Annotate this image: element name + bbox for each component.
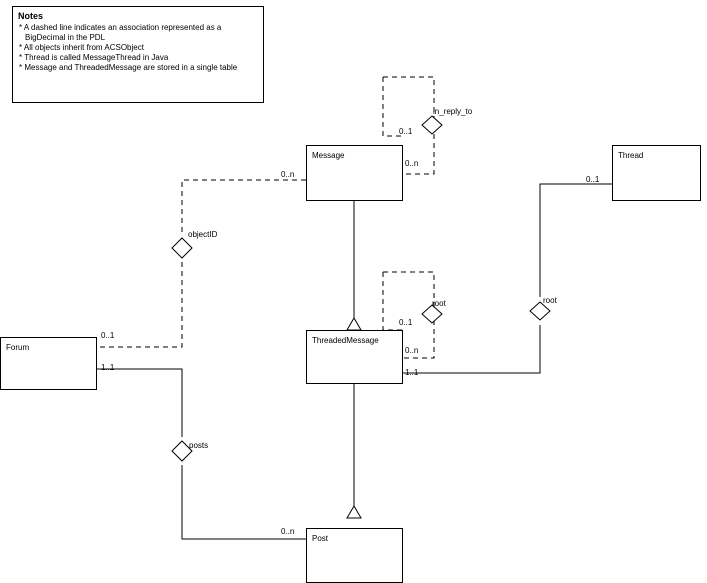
arrow-generalization-threadedmessage xyxy=(347,318,361,330)
class-name-post: Post xyxy=(312,534,329,543)
notes-list xyxy=(13,23,263,77)
multiplicity-message-reply-bottom: 0..n xyxy=(405,159,419,168)
diamond-in-reply-to xyxy=(422,116,442,134)
note-item: * Message and ThreadedMessage are stored in a single table xyxy=(19,63,238,72)
class-name-forum: Forum xyxy=(6,343,30,352)
class-name-thread: Thread xyxy=(618,151,644,160)
association-label-root-right: root xyxy=(543,296,557,305)
multiplicity-tm-root-top: 0..1 xyxy=(399,318,413,327)
class-name-threadedmessage: ThreadedMessage xyxy=(312,336,379,345)
note-item: * All objects inherit from ACSObject xyxy=(19,43,144,52)
class-box-post[interactable] xyxy=(306,528,403,583)
class-box-thread[interactable] xyxy=(612,145,701,201)
line-thread-root-lower xyxy=(403,325,540,373)
arrow-generalization-post xyxy=(347,506,361,518)
line-objectid-upper xyxy=(182,180,306,234)
class-box-threadedmessage[interactable] xyxy=(306,330,403,384)
multiplicity-tm-root-right: 1..1 xyxy=(405,368,419,377)
note-item: * A dashed line indicates an association represented as a BigDecimal in the PDL xyxy=(19,23,222,42)
association-label-posts: posts xyxy=(189,441,209,450)
multiplicity-forum-objectid: 0..1 xyxy=(101,331,115,340)
note-item: * Thread is called MessageThread in Java xyxy=(19,53,169,62)
multiplicity-thread-root: 0..1 xyxy=(586,175,600,184)
diamond-objectid xyxy=(172,238,192,258)
multiplicity-tm-root-bottom: 0..n xyxy=(405,346,419,355)
multiplicity-post-posts: 0..n xyxy=(281,527,295,536)
association-label-root-left: root xyxy=(432,299,446,308)
notes-title: Notes xyxy=(18,11,44,21)
association-label-objectid: objectID xyxy=(188,230,218,239)
class-name-message: Message xyxy=(312,151,345,160)
multiplicity-forum-posts: 1..1 xyxy=(101,363,115,372)
association-label-in-reply-to: in_reply_to xyxy=(433,107,473,116)
class-box-message[interactable] xyxy=(306,145,403,201)
multiplicity-message-objectid: 0..n xyxy=(281,170,295,179)
class-box-forum[interactable] xyxy=(0,337,97,390)
line-forum-posts-upper xyxy=(97,369,182,437)
multiplicity-message-reply-top: 0..1 xyxy=(399,127,413,136)
notes-box xyxy=(12,6,264,103)
line-thread-root-upper xyxy=(540,184,612,297)
